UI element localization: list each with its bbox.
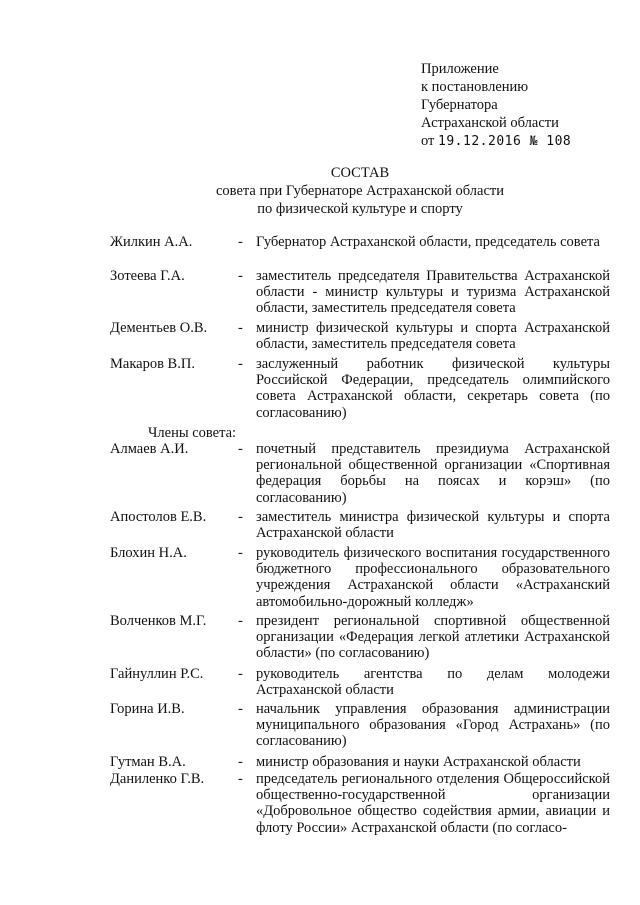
document-subtitle-line-1: совета при Губернаторе Астраханской области <box>216 183 504 199</box>
member-description: председатель регионального отделения Общероссийской общественно-государственной организации «Добровольное общество содействия армии, авиации и флоту России» Астраханской области (по согласо- <box>256 771 610 836</box>
appendix-line-4: Астраханской области <box>421 115 559 131</box>
appendix-date-prefix: от <box>421 133 435 149</box>
member-description: почетный представитель президиума Астраханской региональной общественной организации «Спортивная федерация борьбы на поясах и корэш» (по согласованию) <box>256 441 610 506</box>
list-item <box>110 441 610 509</box>
member-name: Жилкин А.А. <box>110 234 193 250</box>
list-item <box>110 771 610 851</box>
member-description: Губернатор Астраханской области, председатель совета <box>256 234 600 250</box>
appendix-line-2: к постановлению <box>421 79 529 95</box>
list-item <box>110 356 610 424</box>
member-name: Волченков М.Г. <box>110 613 207 629</box>
dash-separator: - <box>238 320 243 336</box>
list-item <box>110 545 610 613</box>
member-description: министр физической культуры и спорта Астраханской области, заместитель председателя совета <box>256 320 610 353</box>
list-item <box>110 320 610 356</box>
dash-separator: - <box>238 545 243 561</box>
dash-separator: - <box>238 509 243 525</box>
member-name: Макаров В.П. <box>110 356 195 372</box>
member-name: Гайнуллин Р.С. <box>110 666 204 682</box>
list-item <box>110 754 610 771</box>
appendix-date-line <box>421 132 571 151</box>
appendix-block <box>421 60 571 151</box>
list-item <box>110 701 610 754</box>
list-item <box>110 509 610 545</box>
member-name: Блохин Н.А. <box>110 545 187 561</box>
dash-separator: - <box>238 356 243 372</box>
member-name: Гутман В.А. <box>110 754 186 770</box>
member-description: руководитель физического воспитания государственного бюджетного профессионального образовательного учреждения Астраханской области «Астраханский автомобильно-дорожный колледж» <box>256 545 610 610</box>
appendix-line-1: Приложение <box>421 61 499 77</box>
council-list <box>110 234 610 851</box>
dash-separator: - <box>238 701 243 717</box>
dash-separator: - <box>238 771 243 787</box>
dash-separator: - <box>238 754 243 770</box>
member-description: заместитель министра физической культуры и спорта Астраханской области <box>256 509 610 542</box>
document-heading: СОСТАВ <box>330 165 390 181</box>
dash-separator: - <box>238 234 243 250</box>
member-name: Даниленко Г.В. <box>110 771 205 787</box>
document-subtitle-line-2: по физической культуре и спорту <box>257 201 463 217</box>
member-name: Горина И.В. <box>110 701 185 717</box>
member-name: Дементьев О.В. <box>110 320 208 336</box>
dash-separator: - <box>238 441 243 457</box>
members-section-label: Члены совета: <box>148 425 237 441</box>
member-description: заместитель председателя Правительства Астраханской области - министр культуры и туризма Астраханской области, заместитель председателя совета <box>256 268 610 317</box>
member-name: Алмаев А.И. <box>110 441 189 457</box>
list-item <box>110 613 610 666</box>
member-description: начальник управления образования администрации муниципального образования «Город Астрахань» (по согласованию) <box>256 701 610 750</box>
appendix-line-3: Губернатора <box>421 97 498 113</box>
list-item <box>110 234 610 268</box>
member-description: президент региональной спортивной общественной организации «Федерация легкой атлетики Астраханской области» (по согласованию) <box>256 613 610 662</box>
member-description: заслуженный работник физической культуры Российской Федерации, председатель олимпийского совета Астраханской области, секретарь совета (по согласованию) <box>256 356 610 421</box>
member-description: руководитель агентства по делам молодежи Астраханской области <box>256 666 610 699</box>
list-item <box>110 268 610 320</box>
dash-separator: - <box>238 613 243 629</box>
list-item <box>110 666 610 701</box>
member-name: Апостолов Е.В. <box>110 509 207 525</box>
member-name: Зотеева Г.А. <box>110 268 185 284</box>
dash-separator: - <box>238 666 243 682</box>
dash-separator: - <box>238 268 243 284</box>
appendix-date-stamp: 19.12.2016 № 108 <box>438 134 572 149</box>
member-description: министр образования и науки Астраханской области <box>256 754 581 770</box>
